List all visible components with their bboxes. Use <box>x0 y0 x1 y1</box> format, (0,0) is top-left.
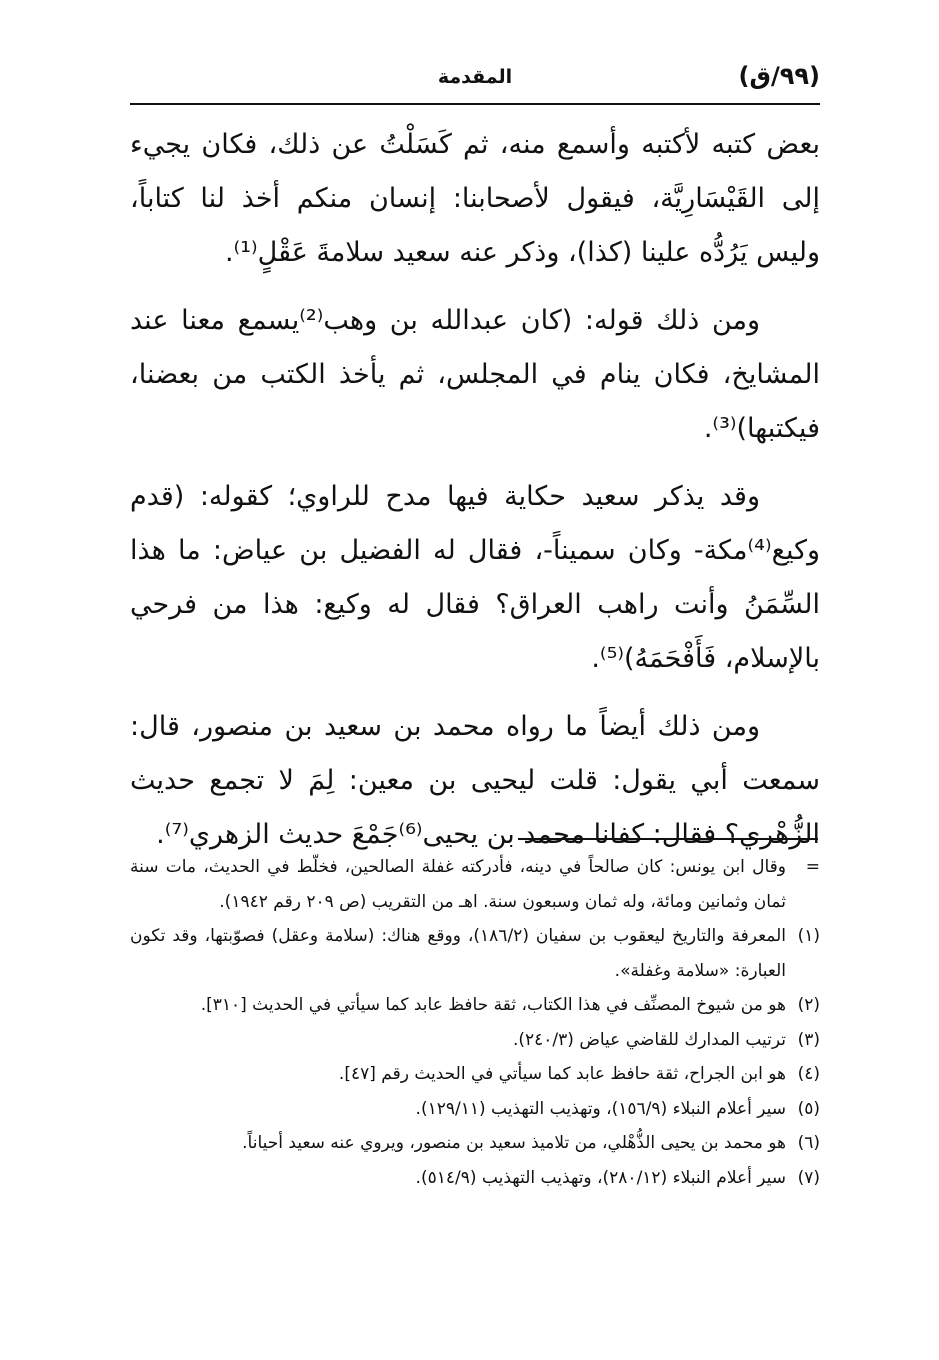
footnote-text: هو محمد بن يحيى الذُّهْلي، من تلاميذ سعيد بن منصور، ويروي عنه سعيد أحياناً. <box>242 1133 786 1153</box>
footnote-marker: (٥) <box>797 1098 820 1119</box>
footnote-marker: = <box>805 857 820 877</box>
header-divider <box>130 103 820 105</box>
paragraph-3: وقد يذكر سعيد حكاية فيها مدح للراوي؛ كقوله: (قدم وكيع⁽⁴⁾مكة- وكان سميناً-، فقال له الفضيل بن عياض: ما هذا السِّمَنُ وأنت راهب العراق؟ فقال له وكيع: هذا من فرحي بالإسلام، فَأَفْحَمَهُ)⁽⁵⁾. <box>130 481 820 674</box>
footnote-text: سير أعلام النبلاء (١٥٦/٩)، وتهذيب التهذيب (١٢٩/١١). <box>415 1098 786 1119</box>
footnote-1 <box>130 919 820 988</box>
footnote-5 <box>130 1092 820 1127</box>
paragraph-4: ومن ذلك أيضاً ما رواه محمد بن سعيد بن منصور، قال: سمعت أبي يقول: قلت ليحيى بن معين: لِمَ لا تجمع حديث الزُّهْري؟ فقال: كفانا محمد بن يحيى⁽⁶⁾جَمْعَ حديث الزهري⁽⁷⁾. <box>130 711 820 850</box>
footnote-text: هو ابن الجراح، ثقة حافظ عابد كما سيأتي في الحديث رقم [٤٧]. <box>338 1064 786 1084</box>
footnote-marker: (٣) <box>797 1029 820 1050</box>
main-text <box>130 118 820 876</box>
footnotes <box>130 850 820 1195</box>
paragraph-2: ومن ذلك قوله: (كان عبدالله بن وهب⁽²⁾يسمع معنا عند المشايخ، فكان ينام في المجلس، ثم يأخذ الكتب من بعضنا، فيكتبها)⁽³⁾. <box>130 305 820 444</box>
footnote-marker: (١) <box>797 926 820 946</box>
footnote-7 <box>130 1161 820 1196</box>
manuscript-folio-ref: (٩٩/ق) <box>738 62 820 90</box>
footnote-text: هو من شيوخ المصنِّف في هذا الكتاب، ثقة حافظ عابد كما سيأتي في الحديث [٣١٠]. <box>200 995 786 1015</box>
footnote-text: وقال ابن يونس: كان صالحاً في دينه، فأدركته غفلة الصالحين، فخلّط في الحديث، مات سنة ثمان وثمانين ومائة، وله ثمان وسبعون سنة. اهـ من التقريب (ص ٢٠٩ رقم ١٩٤٢). <box>130 857 786 912</box>
footnote-4 <box>130 1057 820 1092</box>
footnote-marker: (٦) <box>797 1133 820 1153</box>
footnote-marker: (٢) <box>797 995 820 1015</box>
footnote-marker: (٤) <box>797 1064 820 1084</box>
footnote-marker: (٧) <box>797 1167 820 1188</box>
footnote-6 <box>130 1126 820 1161</box>
page-header <box>130 62 820 102</box>
footnote-continuation <box>130 850 820 919</box>
section-title: المقدمة <box>437 66 513 88</box>
footnote-text: سير أعلام النبلاء (٢٨٠/١٢)، وتهذيب التهذيب (٥١٤/٩). <box>415 1167 786 1188</box>
footnote-divider <box>518 838 818 840</box>
footnote-text: المعرفة والتاريخ ليعقوب بن سفيان (١٨٦/٢)، ووقع هناك: (سلامة وعقل) فصوّبتها، وقد تكون العبارة: «سلامة وغفلة». <box>130 926 787 981</box>
footnote-text: ترتيب المدارك للقاضي عياض (٢٤٠/٣). <box>512 1029 786 1050</box>
footnote-3 <box>130 1023 820 1058</box>
footnote-2 <box>130 988 820 1023</box>
paragraph-1: بعض كتبه لأكتبه وأسمع منه، ثم كَسَلْتُ عن ذلك، فكان يجيء إلى القَيْسَارِيَّة، فيقول لأصحابنا: إنسان منكم أخذ لنا كتاباً، وليس يَرُدُّه علينا (كذا)، وذكر عنه سعيد سلامةَ عَقْلٍ⁽¹⁾. <box>130 129 820 268</box>
